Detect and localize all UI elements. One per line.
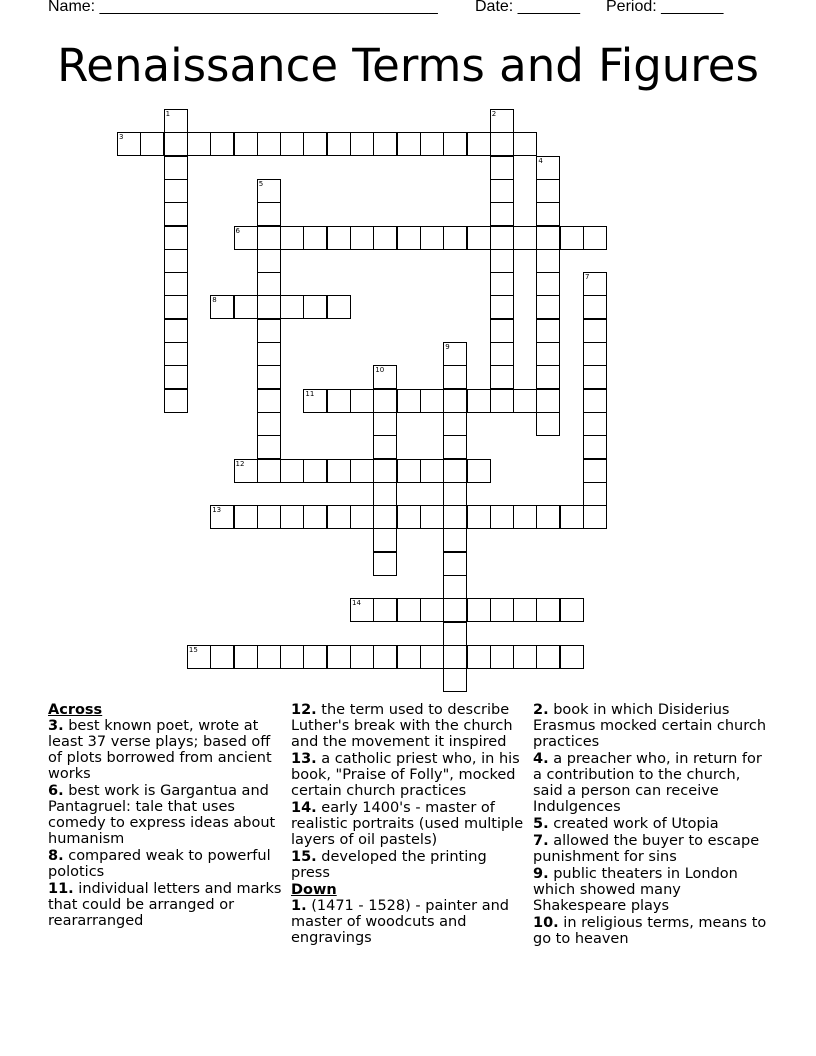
grid-cell[interactable] bbox=[536, 645, 560, 669]
clue-number: 3 bbox=[119, 133, 124, 142]
grid-cell[interactable] bbox=[490, 645, 514, 669]
grid-cell[interactable] bbox=[467, 505, 491, 529]
grid-cell[interactable] bbox=[280, 132, 304, 156]
grid-cell[interactable] bbox=[397, 132, 421, 156]
date-field[interactable]: Date: _______ bbox=[475, 0, 580, 15]
grid-cell[interactable] bbox=[350, 132, 374, 156]
grid-cell[interactable] bbox=[443, 132, 467, 156]
grid-cell[interactable] bbox=[513, 226, 537, 250]
grid-cell[interactable] bbox=[373, 552, 397, 576]
grid-cell[interactable] bbox=[443, 552, 467, 576]
clue-number: 7 bbox=[585, 273, 590, 282]
grid-cell[interactable] bbox=[536, 295, 560, 319]
clue-number: 5 bbox=[258, 179, 264, 188]
grid-cell[interactable] bbox=[373, 598, 397, 622]
grid-cell[interactable] bbox=[467, 598, 491, 622]
grid-cell[interactable] bbox=[257, 202, 281, 226]
grid-cell[interactable] bbox=[420, 389, 444, 413]
down-heading: Down bbox=[291, 882, 337, 898]
grid-cell[interactable] bbox=[210, 132, 234, 156]
grid-cell[interactable] bbox=[280, 226, 304, 250]
grid-cell[interactable] bbox=[327, 505, 351, 529]
grid-cell[interactable] bbox=[490, 156, 514, 180]
clue-down-10: 10. in religious terms, means to go to heaven bbox=[533, 915, 767, 947]
grid-cell[interactable] bbox=[373, 505, 397, 529]
grid-cell[interactable] bbox=[490, 389, 514, 413]
grid-cell[interactable] bbox=[513, 132, 537, 156]
clue-across-8: 8. compared weak to powerful polotics bbox=[48, 848, 271, 880]
grid-cell[interactable] bbox=[234, 132, 258, 156]
grid-cell[interactable] bbox=[536, 319, 560, 343]
grid-cell[interactable] bbox=[257, 365, 281, 389]
grid-cell[interactable] bbox=[490, 342, 514, 366]
clue-number: 6 bbox=[235, 226, 240, 235]
clue-across-13: 13. a catholic priest who, in his book, "Praise of Folly", mocked certain church practices bbox=[291, 751, 520, 799]
grid-cell[interactable] bbox=[257, 272, 281, 296]
grid-cell[interactable] bbox=[490, 202, 514, 226]
clue-column-2 bbox=[291, 702, 527, 947]
clue-down-1: 1. (1471 - 1528) - painter and master of woodcuts and engravings bbox=[291, 898, 510, 946]
grid-cell[interactable] bbox=[467, 645, 491, 669]
grid-cell[interactable] bbox=[467, 459, 491, 483]
grid-cell[interactable] bbox=[513, 598, 537, 622]
grid-cell[interactable] bbox=[164, 295, 188, 319]
grid-cell[interactable] bbox=[420, 132, 444, 156]
grid-cell[interactable] bbox=[327, 645, 351, 669]
grid-cell[interactable] bbox=[187, 132, 211, 156]
clue-number: 14 bbox=[352, 599, 361, 608]
grid-cell[interactable] bbox=[257, 645, 281, 669]
clue-across-15: 15. developed the printing press bbox=[291, 849, 487, 881]
grid-cell[interactable] bbox=[257, 249, 281, 273]
grid-cell[interactable] bbox=[280, 295, 304, 319]
grid-cell[interactable] bbox=[536, 272, 560, 296]
grid-cell[interactable] bbox=[583, 412, 607, 436]
grid-cell[interactable] bbox=[443, 528, 467, 552]
clue-down-4: 4. a preacher who, in return for a contribution to the church, said a person can receive Indulgences bbox=[533, 751, 762, 815]
clue-across-6: 6. best work is Gargantua and Pantagruel: tale that uses comedy to express ideas about humanism bbox=[48, 783, 276, 847]
clue-number: 13 bbox=[212, 506, 222, 515]
grid-cell[interactable] bbox=[257, 505, 281, 529]
grid-cell[interactable] bbox=[490, 226, 514, 250]
grid-cell[interactable] bbox=[257, 319, 281, 343]
grid-cell[interactable] bbox=[583, 482, 607, 506]
clue-number: 15 bbox=[188, 645, 198, 654]
grid-cell[interactable] bbox=[257, 226, 281, 250]
grid-cell[interactable] bbox=[583, 319, 607, 343]
grid-cell[interactable] bbox=[373, 435, 397, 459]
grid-cell[interactable] bbox=[257, 435, 281, 459]
grid-cell[interactable] bbox=[140, 132, 164, 156]
grid-cell[interactable] bbox=[467, 132, 491, 156]
grid-cell[interactable] bbox=[164, 202, 188, 226]
clue-number: 11 bbox=[305, 389, 315, 398]
clue-column-1 bbox=[48, 702, 284, 930]
grid-cell[interactable] bbox=[443, 622, 467, 646]
clue-across-11: 11. individual letters and marks that could be arranged or reararranged bbox=[48, 881, 282, 929]
grid-cell[interactable] bbox=[536, 249, 560, 273]
grid-cell[interactable] bbox=[257, 295, 281, 319]
grid-cell[interactable] bbox=[536, 389, 560, 413]
grid-cell[interactable] bbox=[164, 272, 188, 296]
grid-cell[interactable] bbox=[257, 132, 281, 156]
grid-cell[interactable] bbox=[280, 645, 304, 669]
clue-number: 10 bbox=[375, 366, 385, 375]
grid-cell[interactable] bbox=[327, 459, 351, 483]
clue-number: 2 bbox=[491, 110, 497, 118]
grid-cell[interactable] bbox=[490, 179, 514, 203]
grid-cell[interactable] bbox=[397, 598, 421, 622]
grid-cell[interactable] bbox=[373, 528, 397, 552]
grid-cell[interactable] bbox=[443, 482, 467, 506]
grid-cell[interactable] bbox=[583, 459, 607, 483]
grid-cell[interactable] bbox=[303, 645, 327, 669]
grid-cell[interactable] bbox=[164, 319, 188, 343]
grid-cell[interactable] bbox=[443, 575, 467, 599]
grid-cell[interactable] bbox=[397, 459, 421, 483]
grid-cell[interactable] bbox=[234, 505, 258, 529]
grid-cell[interactable] bbox=[583, 226, 607, 250]
period-field[interactable]: Period: _______ bbox=[606, 0, 724, 15]
grid-cell[interactable] bbox=[536, 365, 560, 389]
clue-down-9: 9. public theaters in London which showed many Shakespeare plays bbox=[533, 866, 738, 914]
grid-cell[interactable] bbox=[490, 132, 514, 156]
clue-number: 1 bbox=[165, 110, 171, 118]
grid-cell[interactable] bbox=[583, 295, 607, 319]
grid-cell[interactable] bbox=[443, 459, 467, 483]
grid-cell[interactable] bbox=[303, 505, 327, 529]
clue-down-2: 2. book in which Disiderius Erasmus mocked certain church practices bbox=[533, 702, 767, 750]
grid-cell[interactable] bbox=[257, 459, 281, 483]
grid-cell[interactable] bbox=[420, 505, 444, 529]
grid-cell[interactable] bbox=[164, 226, 188, 250]
grid-cell[interactable] bbox=[327, 389, 351, 413]
grid-cell[interactable] bbox=[397, 226, 421, 250]
grid-cell[interactable] bbox=[303, 226, 327, 250]
grid-cell[interactable] bbox=[373, 132, 397, 156]
clue-across-12: 12. the term used to describe Luther's break with the church and the movement it inspired bbox=[291, 702, 513, 750]
grid-cell[interactable] bbox=[536, 342, 560, 366]
clue-down-7: 7. allowed the buyer to escape punishment for sins bbox=[533, 833, 760, 865]
grid-cell[interactable] bbox=[303, 459, 327, 483]
grid-cell[interactable] bbox=[373, 226, 397, 250]
grid-cell[interactable] bbox=[397, 505, 421, 529]
grid-cell[interactable] bbox=[164, 179, 188, 203]
clue-down-5: 5. created work of Utopia bbox=[533, 816, 719, 832]
grid-cell[interactable] bbox=[373, 645, 397, 669]
grid-cell[interactable] bbox=[560, 645, 584, 669]
grid-cell[interactable] bbox=[490, 295, 514, 319]
grid-cell[interactable] bbox=[397, 389, 421, 413]
grid-cell[interactable] bbox=[327, 132, 351, 156]
grid-cell[interactable] bbox=[373, 389, 397, 413]
grid-cell[interactable] bbox=[164, 132, 188, 156]
grid-cell[interactable] bbox=[536, 226, 560, 250]
grid-cell[interactable] bbox=[420, 598, 444, 622]
grid-cell[interactable] bbox=[327, 226, 351, 250]
grid-cell[interactable] bbox=[164, 342, 188, 366]
grid-cell[interactable] bbox=[164, 249, 188, 273]
clue-number: 8 bbox=[212, 296, 217, 305]
grid-cell[interactable] bbox=[490, 319, 514, 343]
grid-cell[interactable] bbox=[350, 505, 374, 529]
grid-cell[interactable] bbox=[373, 482, 397, 506]
grid-cell[interactable] bbox=[443, 389, 467, 413]
grid-cell[interactable] bbox=[490, 598, 514, 622]
grid-cell[interactable] bbox=[490, 272, 514, 296]
grid-cell[interactable] bbox=[490, 365, 514, 389]
grid-cell[interactable] bbox=[420, 459, 444, 483]
grid-cell[interactable] bbox=[583, 505, 607, 529]
grid-cell[interactable] bbox=[210, 645, 234, 669]
grid-cell[interactable] bbox=[164, 389, 188, 413]
grid-cell[interactable] bbox=[327, 295, 351, 319]
grid-cell[interactable] bbox=[303, 295, 327, 319]
grid-cell[interactable] bbox=[443, 412, 467, 436]
grid-cell[interactable] bbox=[583, 342, 607, 366]
grid-cell[interactable] bbox=[560, 505, 584, 529]
grid-cell[interactable] bbox=[280, 505, 304, 529]
grid-cell[interactable] bbox=[583, 365, 607, 389]
grid-cell[interactable] bbox=[164, 156, 188, 180]
clue-number: 9 bbox=[445, 343, 450, 351]
grid-cell[interactable] bbox=[467, 226, 491, 250]
name-field[interactable]: Name: ______________________________________ bbox=[48, 0, 438, 15]
grid-cell[interactable] bbox=[350, 389, 374, 413]
clue-number: 12 bbox=[235, 459, 245, 468]
across-heading: Across bbox=[48, 702, 103, 718]
grid-cell[interactable] bbox=[443, 598, 467, 622]
clue-column-3 bbox=[533, 702, 773, 948]
grid-cell[interactable] bbox=[467, 389, 491, 413]
grid-cell[interactable] bbox=[234, 295, 258, 319]
grid-cell[interactable] bbox=[536, 598, 560, 622]
grid-cell[interactable] bbox=[280, 459, 304, 483]
clue-across-14: 14. early 1400's - master of realistic portraits (used multiple layers of oil pastels) bbox=[291, 800, 524, 848]
grid-cell[interactable] bbox=[397, 645, 421, 669]
grid-cell[interactable] bbox=[513, 505, 537, 529]
grid-cell[interactable] bbox=[420, 226, 444, 250]
grid-cell[interactable] bbox=[234, 645, 258, 669]
grid-cell[interactable] bbox=[536, 202, 560, 226]
grid-cell[interactable] bbox=[350, 459, 374, 483]
grid-cell[interactable] bbox=[443, 645, 467, 669]
grid-cell[interactable] bbox=[536, 505, 560, 529]
grid-cell[interactable] bbox=[490, 249, 514, 273]
grid-cell[interactable] bbox=[164, 365, 188, 389]
grid-cell[interactable] bbox=[257, 389, 281, 413]
grid-cell[interactable] bbox=[443, 435, 467, 459]
grid-cell[interactable] bbox=[583, 435, 607, 459]
grid-cell[interactable] bbox=[420, 645, 444, 669]
grid-cell[interactable] bbox=[536, 412, 560, 436]
grid-cell[interactable] bbox=[513, 645, 537, 669]
grid-cell[interactable] bbox=[373, 412, 397, 436]
grid-cell[interactable] bbox=[443, 226, 467, 250]
grid-cell[interactable] bbox=[443, 668, 467, 692]
grid-cell[interactable] bbox=[303, 132, 327, 156]
grid-cell[interactable] bbox=[443, 365, 467, 389]
grid-cell[interactable] bbox=[490, 505, 514, 529]
grid-cell[interactable] bbox=[257, 412, 281, 436]
clue-number: 4 bbox=[538, 156, 543, 165]
grid-cell[interactable] bbox=[513, 389, 537, 413]
grid-cell[interactable] bbox=[373, 459, 397, 483]
grid-cell[interactable] bbox=[350, 645, 374, 669]
grid-cell[interactable] bbox=[583, 389, 607, 413]
grid-cell[interactable] bbox=[560, 598, 584, 622]
grid-cell[interactable] bbox=[257, 342, 281, 366]
grid-cell[interactable] bbox=[560, 226, 584, 250]
grid-cell[interactable] bbox=[350, 226, 374, 250]
grid-cell[interactable] bbox=[536, 179, 560, 203]
clue-across-3: 3. best known poet, wrote at least 37 verse plays; based off of plots borrowed from ancient works bbox=[48, 718, 272, 782]
page-title: Renaissance Terms and Figures bbox=[57, 39, 759, 92]
grid-cell[interactable] bbox=[443, 505, 467, 529]
